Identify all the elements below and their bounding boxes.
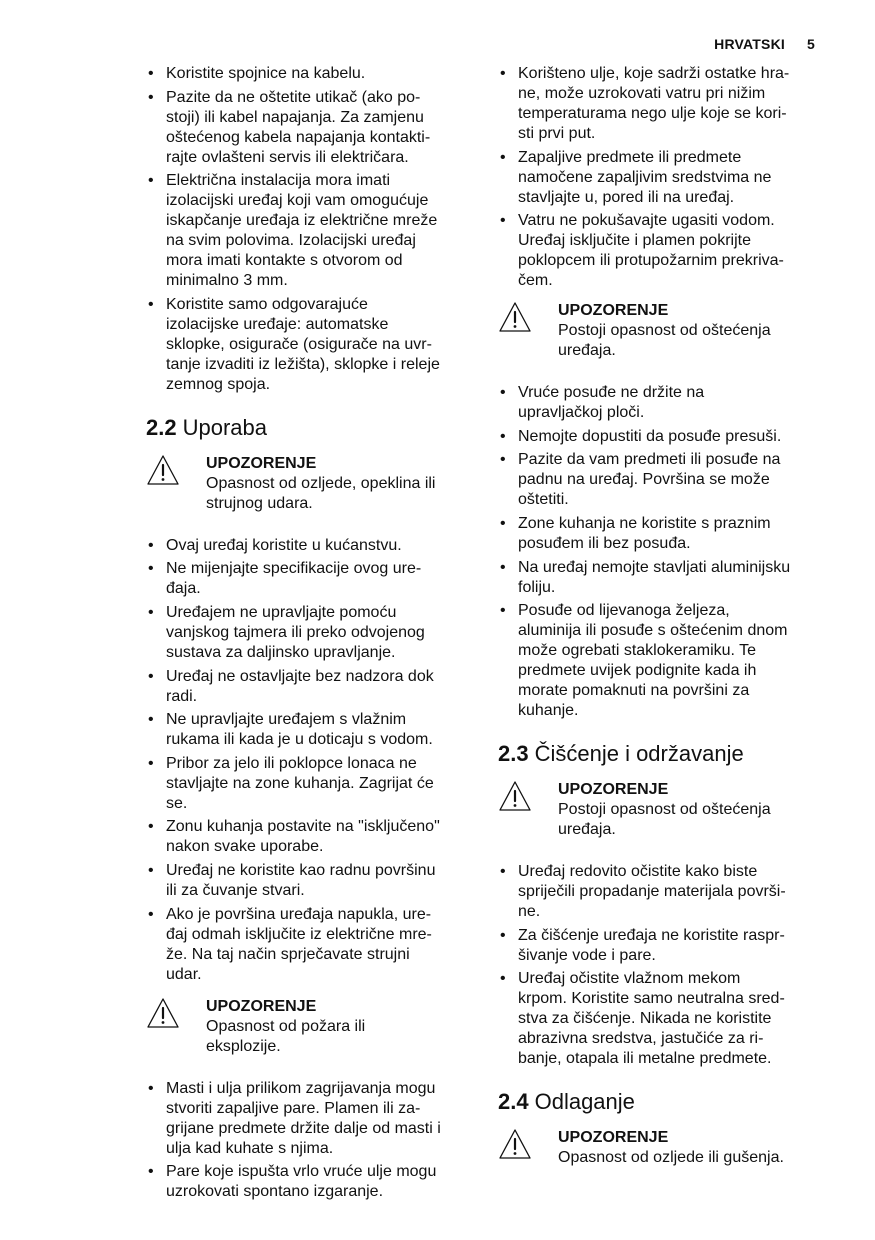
- list-item: • Uređajem ne upravljajte pomoću vanjskog tajmera ili preko odvojenog sustava za daljinsko upravljanje.: [146, 603, 474, 663]
- section-number: 2.3: [498, 741, 529, 767]
- list-item: • Uređaj očistite vlažnom mekom krpom. Koristite samo neutralna sred- stva za čišćenje. Nikada ne koristite abrazivna sredstva, jastučiće za ri- banje, otapala ili metalne predmete.: [498, 969, 820, 1069]
- page-header: [714, 36, 815, 52]
- right-column: [498, 64, 820, 1190]
- list-item: • Ovaj uređaj koristite u kućanstvu.: [146, 536, 474, 556]
- list-item: • Uređaj ne koristite kao radnu površinu ili za čuvanje stvari.: [146, 861, 474, 901]
- list-item: • Za čišćenje uređaja ne koristite raspr- šivanje vode i pare.: [498, 926, 820, 966]
- warning-title: UPOZORENJE: [558, 302, 669, 320]
- left-column: [146, 64, 474, 1206]
- list-item: • Električna instalacija mora imati izolacijski uređaj koji vam omogućuje iskapčanje uređaja iz električne mreže na svim polovima. Izolacijski uređaj mora imati kontakte s otvorom od minimalno 3 mm.: [146, 171, 474, 291]
- list-item: • Masti i ulja prilikom zagrijavanja mogu stvoriti zapaljive pare. Plamen ili za- grijane predmete držite dalje od masti i ulja kad kuhate s njima.: [146, 1079, 474, 1159]
- list-item: • Korišteno ulje, koje sadrži ostatke hra- ne, može uzrokovati vatru pri nižim temperaturama nego ulje koje se kori- sti prvi put.: [498, 64, 820, 144]
- list-item: • Ako je površina uređaja napukla, ure- đaj odmah isključite iz električne mre- že. Na taj način sprječavate strujni udar.: [146, 905, 474, 985]
- list-item: • Pazite da vam predmeti ili posuđe na padnu na uređaj. Površina se može oštetiti.: [498, 450, 820, 510]
- warning-triangle-icon: [498, 780, 558, 812]
- list-item: • Pazite da ne oštetite utikač (ako po- stoji) ili kabel napajanja. Za zamjenu oštećenog kabela napajanja kontakti- rajte ovlašteni servis ili električara.: [146, 88, 474, 168]
- warning-triangle-icon: [498, 1128, 558, 1160]
- section-heading-ciscenje: [498, 740, 820, 768]
- warning-title: UPOZORENJE: [558, 1129, 669, 1147]
- list-item: • Ne upravljajte uređajem s vlažnim rukama ili kada je u doticaju s vodom.: [146, 710, 474, 750]
- list-item: • Nemojte dopustiti da posuđe presuši.: [498, 427, 820, 447]
- warning-box: [498, 301, 820, 361]
- list-item: • Koristite samo odgovarajuće izolacijske uređaje: automatske sklopke, osigurače (osigurače na uvr- tanje izvaditi iz ležišta), sklopke i releje zemnog spoja.: [146, 295, 474, 395]
- list-item: • Na uređaj nemojte stavljati aluminijsku foliju.: [498, 558, 820, 598]
- list-item: • Koristite spojnice na kabelu.: [146, 64, 474, 84]
- warning-title: UPOZORENJE: [206, 454, 317, 472]
- list-item: • Pribor za jelo ili poklopce lonaca ne stavljajte na zone kuhanja. Zagrijat će se.: [146, 754, 474, 814]
- bullet-list: [498, 862, 820, 1069]
- section-number: 2.2: [146, 414, 177, 440]
- bullet-list: [498, 383, 820, 721]
- warning-body: Opasnost od ozljede ili gušenja.: [558, 1149, 784, 1167]
- list-item: • Vruće posuđe ne držite na upravljačkoj ploči.: [498, 383, 820, 423]
- list-item: • Zonu kuhanja postavite na "isključeno" nakon svake uporabe.: [146, 817, 474, 857]
- list-item: • Zapaljive predmete ili predmete namočene zapaljivim sredstvima ne stavljajte u, pored ili na uređaj.: [498, 148, 820, 208]
- warning-body: Opasnost od ozljede, opeklina ili strujnog udara.: [206, 474, 436, 512]
- list-item: • Uređaj ne ostavljajte bez nadzora dok radi.: [146, 667, 474, 707]
- bullet-list: [146, 1079, 474, 1203]
- warning-box: [498, 1128, 820, 1168]
- section-title: Odlaganje: [534, 1089, 635, 1115]
- list-item: • Zone kuhanja ne koristite s praznim posuđem ili bez posuđa.: [498, 514, 820, 554]
- warning-title: UPOZORENJE: [206, 997, 317, 1015]
- list-item: • Uređaj redovito očistite kako biste spriječili propadanje materijala površi- ne.: [498, 862, 820, 922]
- bullet-list: [146, 536, 474, 985]
- section-number: 2.4: [498, 1089, 529, 1115]
- header-language: HRVATSKI: [714, 36, 785, 52]
- section-heading-uporaba: [146, 414, 474, 442]
- warning-triangle-icon: [146, 997, 206, 1029]
- list-item: • Vatru ne pokušavajte ugasiti vodom. Uređaj isključite i plamen pokrijte poklopcem ili protupožarnim prekriva- čem.: [498, 211, 820, 291]
- warning-box: [146, 454, 474, 514]
- warning-triangle-icon: [146, 454, 206, 486]
- warning-title: UPOZORENJE: [558, 781, 669, 799]
- list-item: • Pare koje ispušta vrlo vruće ulje mogu uzrokovati spontano izgaranje.: [146, 1162, 474, 1202]
- bullet-list: [146, 64, 474, 395]
- list-item: • Ne mijenjajte specifikacije ovog ure- đaja.: [146, 559, 474, 599]
- section-title: Čišćenje i održavanje: [534, 741, 744, 767]
- list-item: • Posuđe od lijevanoga željeza, aluminija ili posuđe s oštećenim dnom može ogrebati staklokeramiku. Te predmete uvijek podignite kada ih morate pomaknuti na površini za kuhanje.: [498, 601, 820, 721]
- warning-box: [146, 997, 474, 1057]
- warning-body: Opasnost od požara ili eksplozije.: [206, 1017, 366, 1055]
- bullet-list: [498, 64, 820, 291]
- page-number: 5: [807, 36, 815, 52]
- warning-body: Postoji opasnost od oštećenja uređaja.: [558, 801, 771, 839]
- warning-triangle-icon: [498, 301, 558, 333]
- warning-box: [498, 780, 820, 840]
- section-title: Uporaba: [182, 414, 267, 440]
- warning-body: Postoji opasnost od oštećenja uređaja.: [558, 322, 771, 360]
- section-heading-odlaganje: [498, 1088, 820, 1116]
